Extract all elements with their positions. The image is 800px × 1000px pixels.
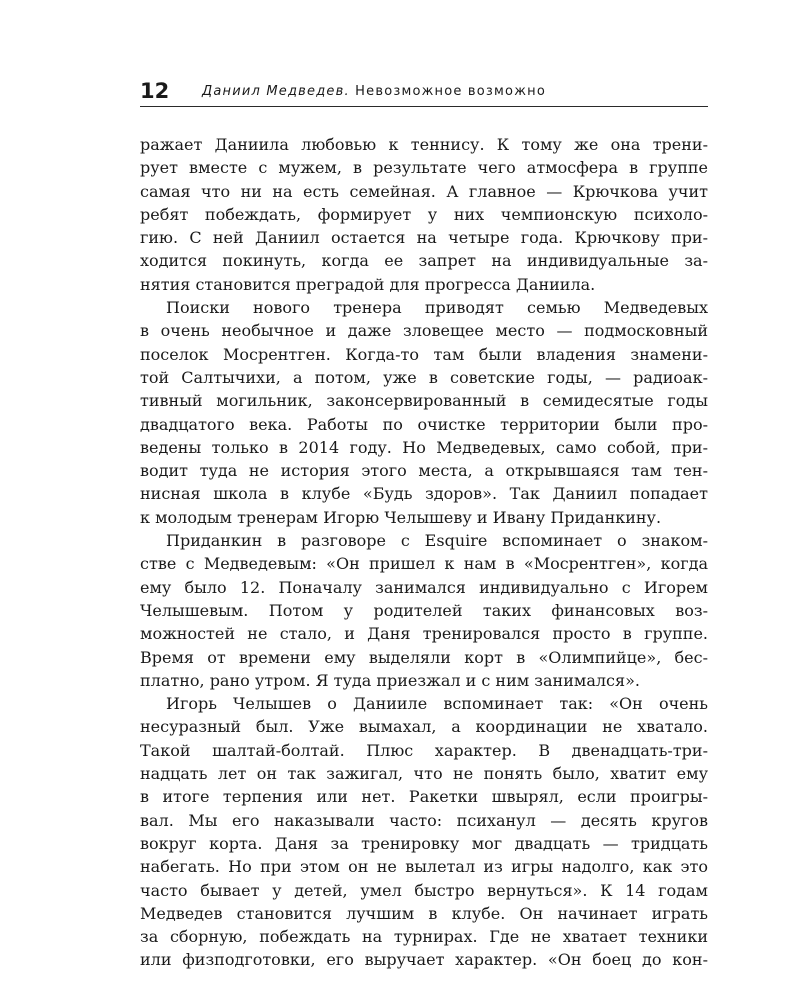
text-line: платно, рано утром. Я туда приезжал и с ним занимался». [140, 670, 640, 690]
text-line: Поиски нового тренера приводят семью Медведевых [166, 298, 708, 318]
text-line: или физподготовки, его выручает характер. «Он боец до кон- [140, 950, 708, 970]
text-line: за сборную, побеждать на турнирах. Где не хватает техники [140, 927, 708, 947]
text-line: Игорь Челышев о Данииле вспоминает так: «Он очень [166, 694, 708, 714]
text-line: несуразный был. Уже вымахал, а координации не хватало. [140, 717, 708, 737]
running-title-author: Даниил Медведев. [202, 84, 350, 99]
text-line: надцать лет он так зажигал, что не понять было, хватит ему [140, 764, 708, 784]
text-line: гию. С ней Даниил остается на четыре года. Крючкову при- [140, 228, 708, 248]
text-line: набегать. Но при этом он не вылетал из игры надолго, как это [140, 857, 708, 877]
text-line: в очень необычное и даже зловещее место — подмосковный [140, 321, 708, 341]
text-line: рует вместе с мужем, в результате чего атмосфера в группе [140, 158, 708, 178]
text-line: Приданкин в разговоре с Esquire вспоминает о знаком- [166, 531, 708, 551]
text-line: той Салтычихи, а потом, уже в советские годы, — радиоак- [140, 367, 708, 387]
text-line: Медведев становится лучшим в клубе. Он начинает играть [140, 903, 708, 923]
text-line: поселок Мосрентген. Когда-то там были владения знамени- [140, 344, 708, 364]
text-line: двадцатого века. Работы по очистке территории были про- [140, 414, 708, 434]
text-line: Челышевым. Потом у родителей таких финансовых воз- [140, 600, 708, 620]
text-line: вал. Мы его наказывали часто: психанул — десять кругов [140, 810, 708, 830]
text-line: ребят побеждать, формирует у них чемпионскую психоло- [140, 204, 708, 224]
text-line: Такой шалтай-болтай. Плюс характер. В двенадцать-три- [140, 740, 708, 760]
page-number: 12 [140, 79, 170, 103]
text-line: к молодым тренерам Игорю Челышеву и Ивану Приданкину. [140, 507, 662, 527]
text-line: вокруг корта. Даня за тренировку мог двадцать — тридцать [140, 833, 708, 853]
text-line: ражает Даниила любовью к теннису. К тому же она трени- [140, 135, 708, 154]
text-line: самая что ни на есть семейная. А главное — Крючкова учит [140, 181, 708, 201]
body-text [140, 133, 708, 972]
running-header [140, 80, 708, 107]
text-line: нятия становится преградой для прогресса Даниила. [140, 274, 596, 294]
text-line: ему было 12. Поначалу занимался индивидуально с Игорем [140, 577, 708, 597]
text-line: нисная школа в клубе «Будь здоров». Так Даниил попадает [140, 484, 708, 504]
text-line: Время от времени ему выделяли корт в «Олимпийце», бес- [140, 647, 708, 667]
text-line: ведены только в 2014 году. Но Медведевых, само собой, при- [140, 437, 708, 457]
text-line: стве с Медведевым: «Он пришел к нам в «Мосрентген», когда [140, 554, 708, 574]
text-line: в итоге терпения или нет. Ракетки швырял, если проигры- [140, 787, 708, 807]
text-line: водит туда не история этого места, а открывшаяся там тен- [140, 461, 708, 481]
text-line: ходится покинуть, когда ее запрет на индивидуальные за- [140, 251, 708, 271]
running-title [202, 84, 546, 100]
running-title-book: Невозможное возможно [355, 84, 546, 99]
text-line: тивный могильник, законсервированный в семидесятые годы [140, 391, 708, 411]
text-line: можностей не стало, и Даня тренировался просто в группе. [140, 624, 708, 644]
text-line: часто бывает у детей, умел быстро вернуться». К 14 годам [140, 880, 708, 900]
